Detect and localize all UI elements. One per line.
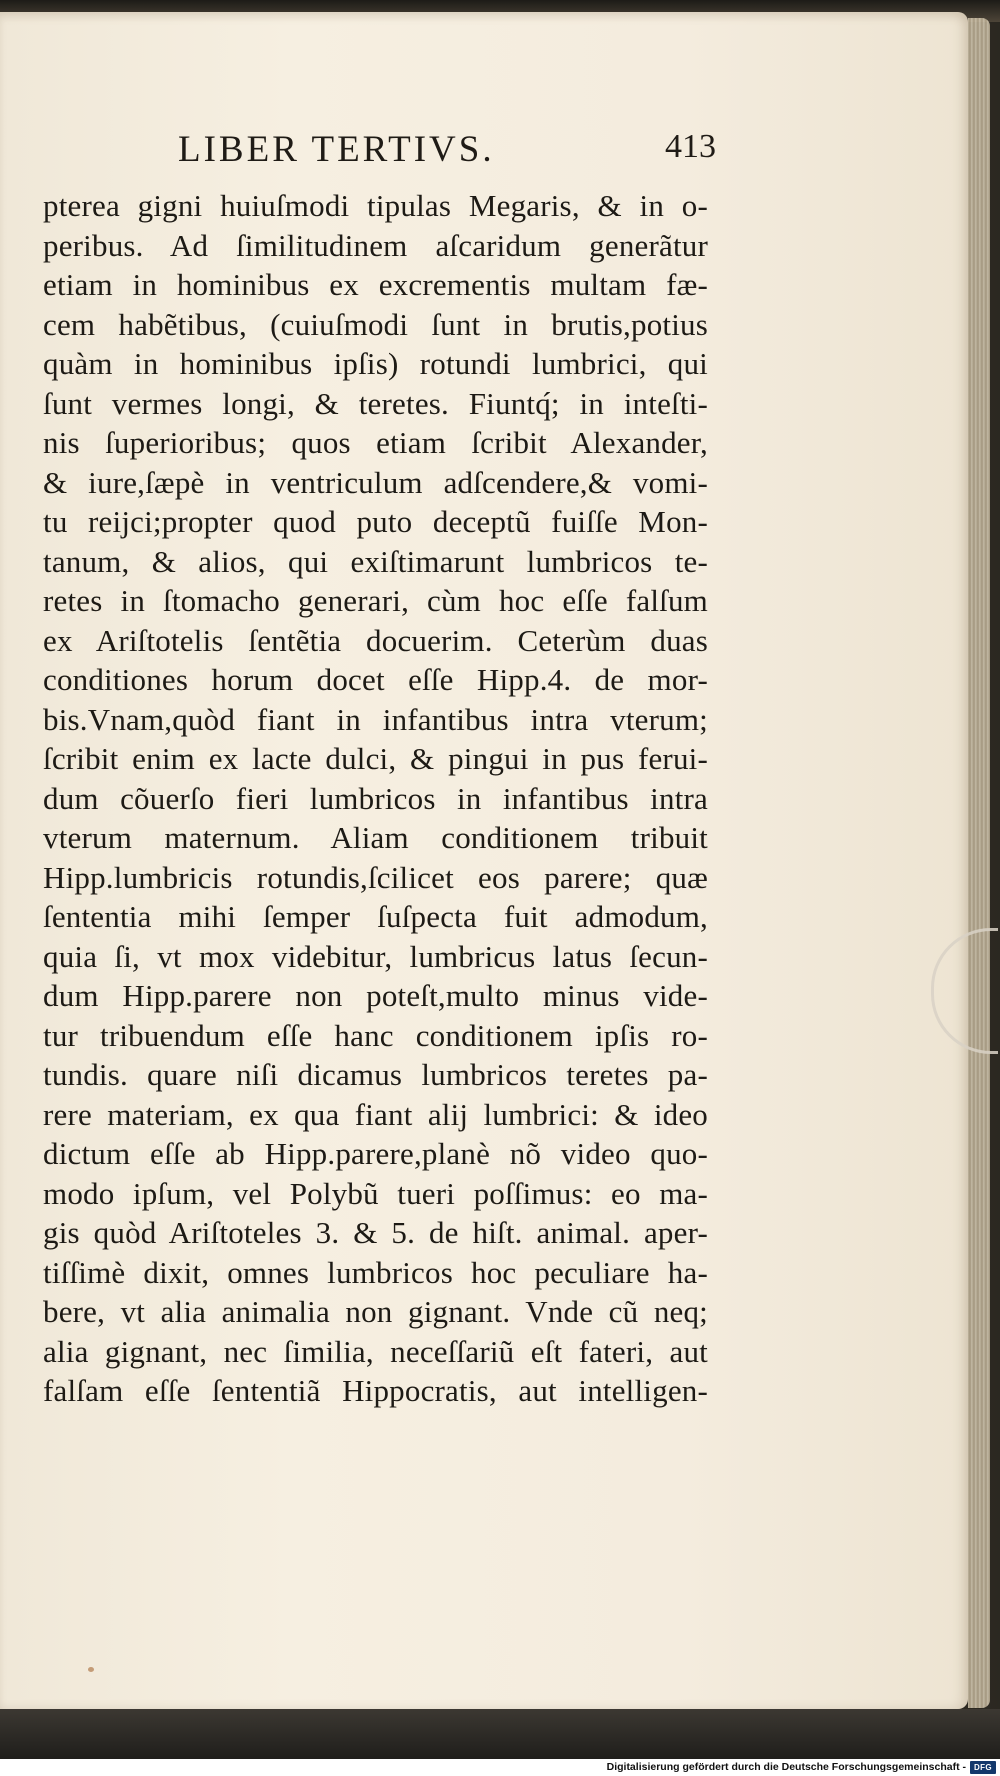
text-line: dictum eſſe ab Hipp.parere,planè nõ video quo- bbox=[43, 1136, 708, 1171]
text-line: tu reijci;propter quod puto deceptũ fuiſſe Mon- bbox=[43, 504, 708, 539]
text-line: retes in ſtomacho generari, cùm hoc eſſe falſum bbox=[43, 583, 708, 618]
text-line: Hipp.lumbricis rotundis,ſcilicet eos parere; quæ bbox=[43, 859, 708, 895]
running-head bbox=[0, 128, 968, 176]
footer-bar bbox=[0, 1759, 1000, 1776]
text-line: cem habẽtibus, (cuiuſmodi ſunt in brutis,potius bbox=[43, 306, 708, 342]
text-line: quàm in hominibus ipſis) rotundi lumbrici, qui bbox=[43, 346, 708, 381]
book-page bbox=[0, 12, 968, 1709]
text-line: tanum, & alios, qui exiſtimarunt lumbricos te- bbox=[43, 543, 708, 579]
text-line: vterum maternum. Aliam conditionem tribuit bbox=[43, 820, 708, 855]
dfg-logo: DFG bbox=[970, 1761, 996, 1774]
text-line: ſunt vermes longi, & teretes. Fiuntq́; in inteſti- bbox=[43, 385, 708, 421]
running-title: LIBER TERTIVS. bbox=[178, 129, 495, 170]
paper-speck bbox=[88, 1667, 94, 1672]
text-line: ſententia mihi ſemper ſuſpecta fuit admodum, bbox=[43, 899, 708, 934]
text-line: & iure,ſæpè in ventriculum adſcendere,& vomi- bbox=[43, 464, 708, 500]
text-line: rere materiam, ex qua fiant alij lumbrici: & ideo bbox=[43, 1096, 708, 1132]
text-line: ſcribit enim ex lacte dulci, & pingui in pus ferui- bbox=[43, 741, 708, 776]
body-text bbox=[43, 186, 708, 1411]
text-line: modo ipſum, vel Polybũ tueri poſſimus: eo ma- bbox=[43, 1175, 708, 1211]
page-edges bbox=[968, 18, 990, 1708]
text-line: tundis. quare niſi dicamus lumbricos teretes pa- bbox=[43, 1057, 708, 1092]
text-line: pterea gigni huiuſmodi tipulas Megaris, & in o- bbox=[43, 188, 708, 223]
text-line: nis ſuperioribus; quos etiam ſcribit Alexander, bbox=[43, 425, 708, 460]
text-line: etiam in hominibus ex excrementis multam fæ- bbox=[43, 267, 708, 302]
text-line: bis.Vnam,quòd fiant in infantibus intra vterum; bbox=[43, 701, 708, 737]
text-line: dum cõuerſo fieri lumbricos in infantibus intra bbox=[43, 780, 708, 816]
text-line: tiſſimè dixit, omnes lumbricos hoc peculiare ha- bbox=[43, 1254, 708, 1290]
page-number: 413 bbox=[665, 128, 716, 165]
page-bottom-strip bbox=[0, 1709, 1000, 1759]
text-line: quia ſi, vt mox videbitur, lumbricus latus ſecun- bbox=[43, 938, 708, 974]
text-line: conditiones horum docet eſſe Hipp.4. de mor- bbox=[43, 662, 708, 697]
text-line: gis quòd Ariſtoteles 3. & 5. de hiſt. animal. aper- bbox=[43, 1215, 708, 1250]
text-line: ex Ariſtotelis ſentẽtia docuerim. Ceterùm duas bbox=[43, 622, 708, 658]
digitization-credit: Digitalisierung gefördert durch die Deutsche Forschungsgemeinschaft - bbox=[606, 1761, 966, 1773]
text-line: dum Hipp.parere non poteſt,multo minus vide- bbox=[43, 978, 708, 1013]
text-line: alia gignant, nec ſimilia, neceſſariũ eſt fateri, aut bbox=[43, 1333, 708, 1369]
text-line: tur tribuendum eſſe hanc conditionem ipſis ro- bbox=[43, 1017, 708, 1053]
text-line: peribus. Ad ſimilitudinem aſcaridum generãtur bbox=[43, 227, 708, 263]
text-line: bere, vt alia animalia non gignant. Vnde cũ neq; bbox=[43, 1294, 708, 1329]
text-line: falſam eſſe ſententiã Hippocratis, aut intelligen- bbox=[43, 1373, 708, 1408]
